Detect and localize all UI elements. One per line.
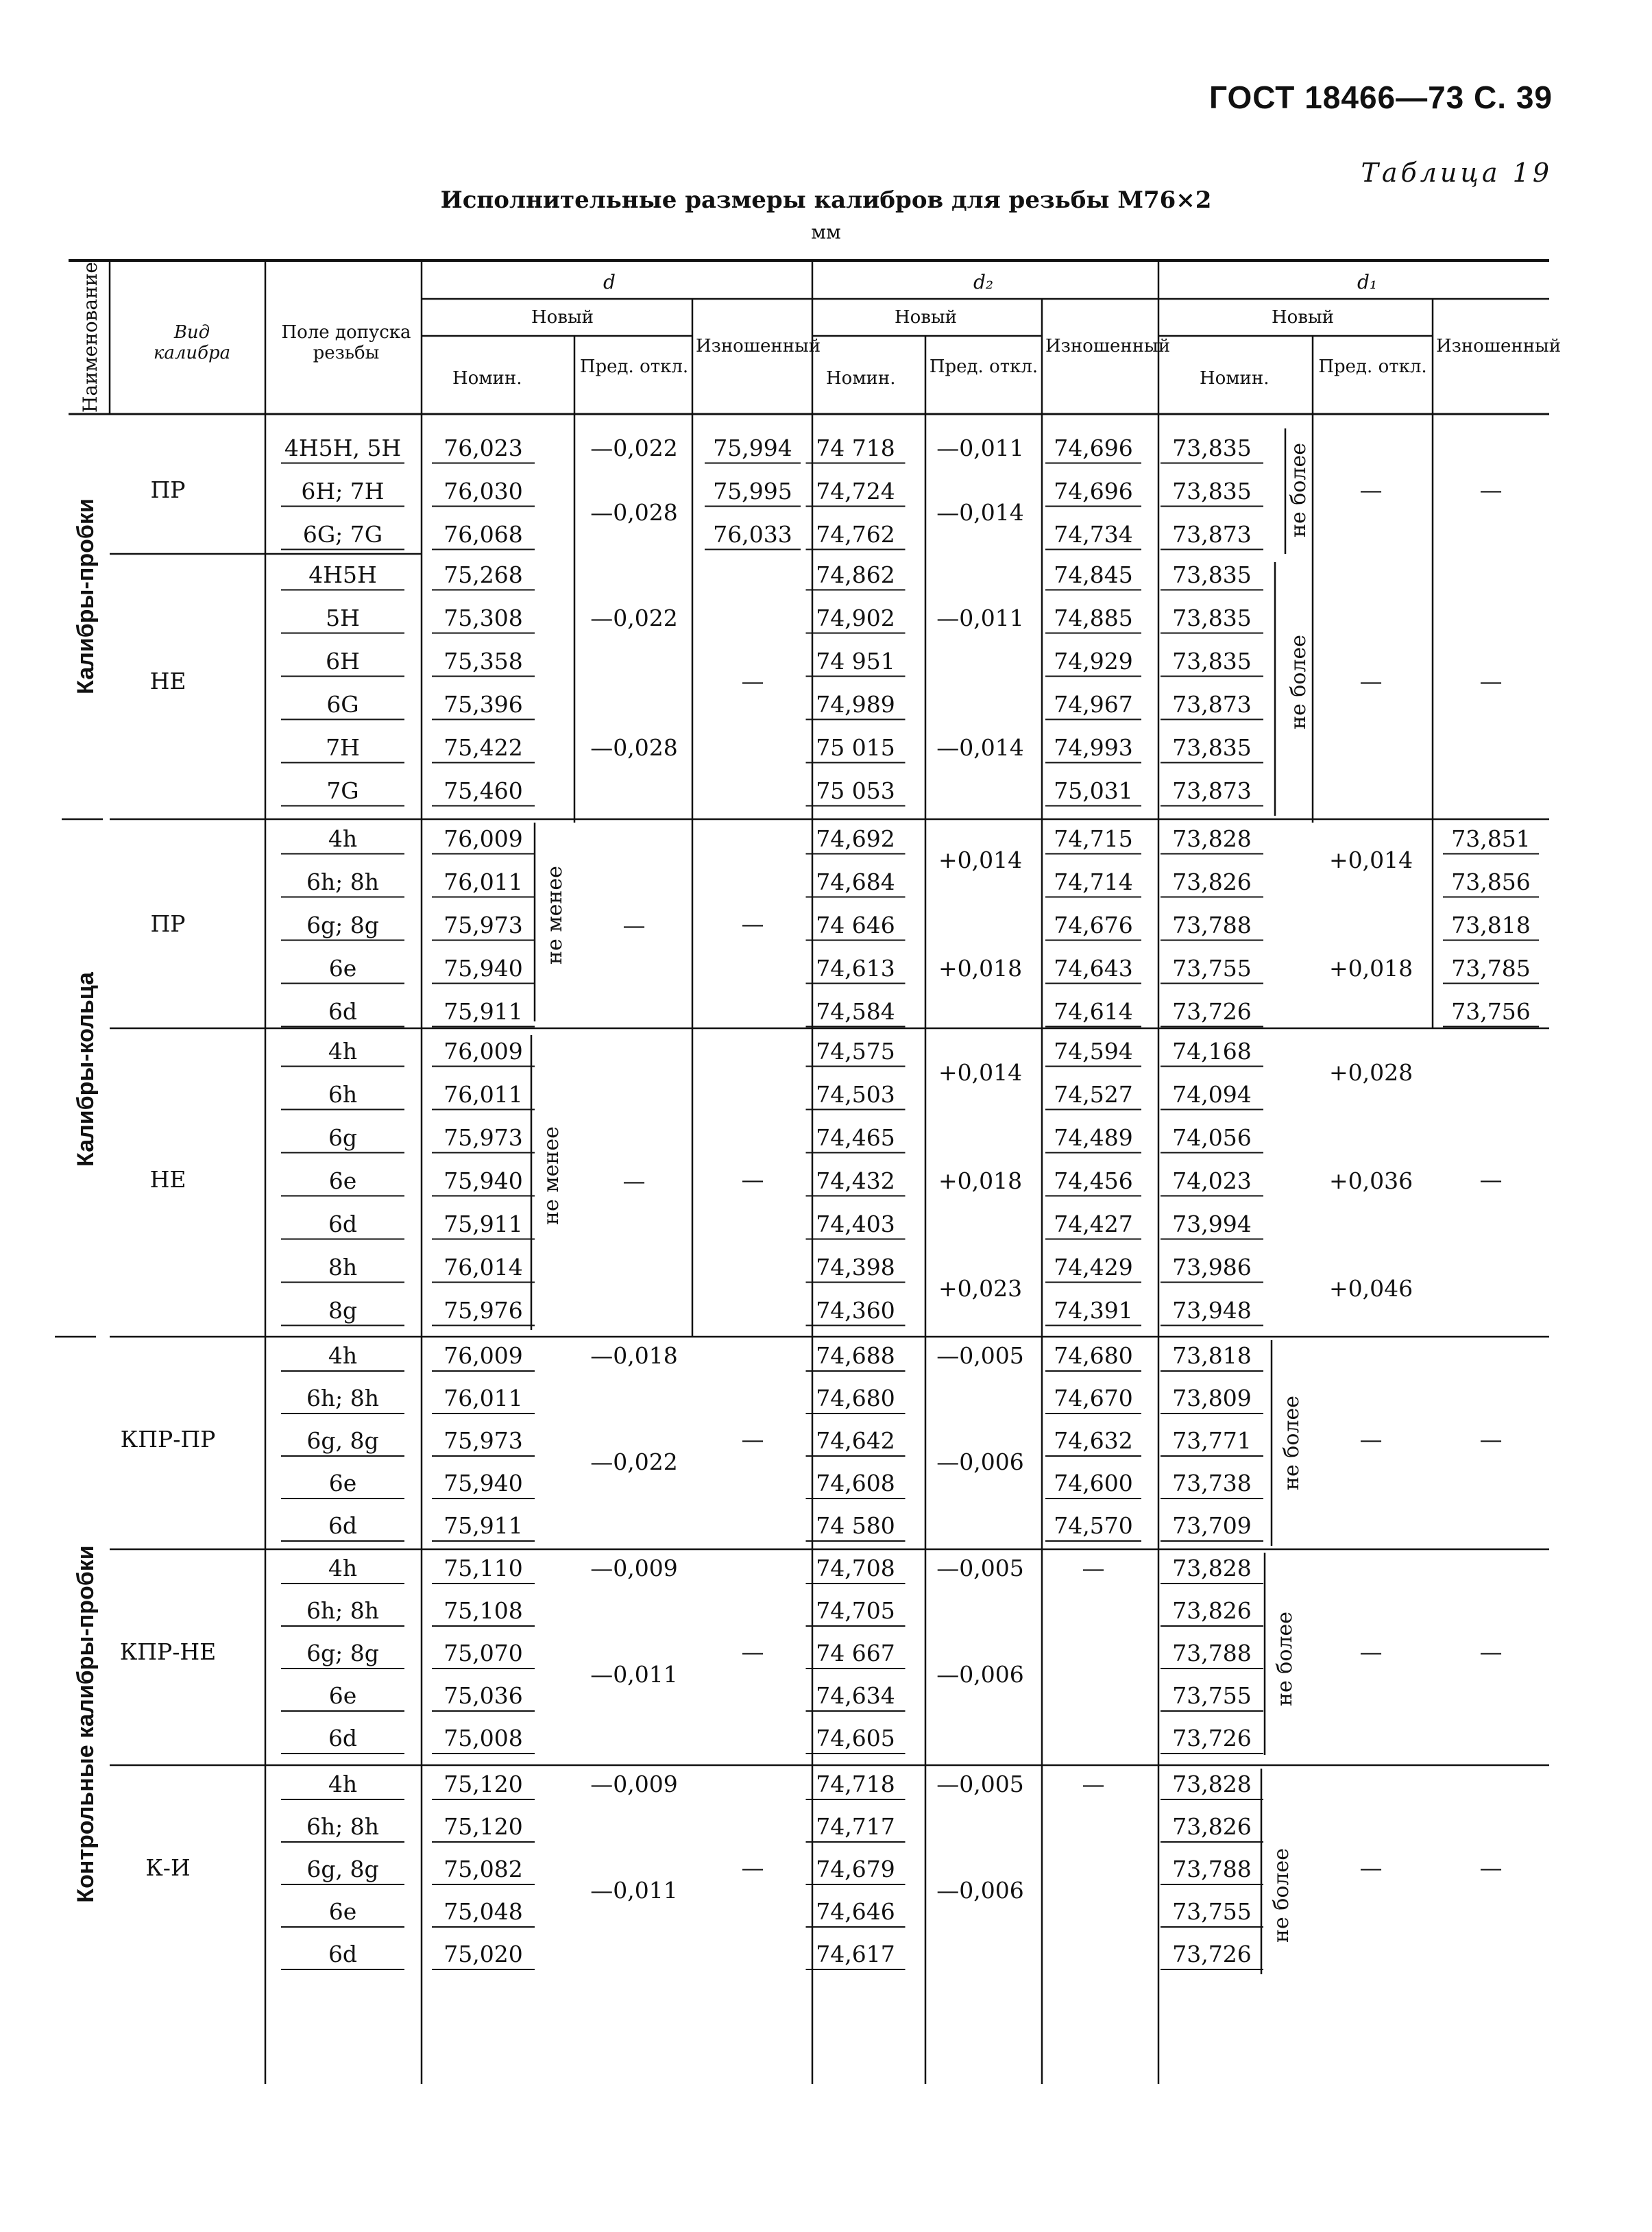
cell-d-nominal: 75,268 xyxy=(444,561,523,588)
table-unit: мм xyxy=(811,221,841,243)
cell-field: 6e xyxy=(328,1470,357,1496)
cell-d2-nominal: 74,989 xyxy=(816,690,895,718)
cell-d2-nominal: 74 667 xyxy=(816,1640,895,1666)
cell-d2-nominal: 74,613 xyxy=(816,954,895,982)
cell-d1-nominal: 73,835 xyxy=(1172,561,1252,588)
cell-d2-nominal: 75 053 xyxy=(816,777,895,804)
cell-d-nominal: 75,973 xyxy=(444,1427,523,1454)
cell-field: 4H5H xyxy=(308,561,377,588)
cell-d-worn: — xyxy=(741,1854,764,1881)
cell-d2-dev: —0,006 xyxy=(936,1448,1024,1475)
cell-d1-nominal: 73,809 xyxy=(1172,1385,1252,1411)
cell-d2-nominal: 74,398 xyxy=(816,1253,895,1281)
cell-d2-nominal: 74,503 xyxy=(816,1080,895,1108)
cell-d2-worn: 74,993 xyxy=(1054,733,1133,761)
cell-d1-nominal: 73,828 xyxy=(1172,1555,1252,1581)
cell-d-nominal: 75,976 xyxy=(444,1296,523,1324)
cell-d2-worn: 74,427 xyxy=(1054,1210,1133,1237)
bracket-ne-bolee: не более xyxy=(1270,1848,1293,1943)
cell-field: 6h; 8h xyxy=(306,1597,380,1624)
cell-d2-worn: 74,967 xyxy=(1054,690,1133,718)
header-d: d xyxy=(603,271,616,293)
cell-d2-nominal: 74,679 xyxy=(816,1856,895,1882)
cell-d2-worn: 74,391 xyxy=(1054,1296,1133,1324)
cell-d-nominal: 75,973 xyxy=(444,911,523,938)
cell-d1-worn: 73,818 xyxy=(1451,911,1531,938)
cell-d1-worn: — xyxy=(1479,1854,1503,1881)
gauge-kind: КПР-ПР xyxy=(120,1426,216,1453)
cell-d1-nominal: 73,835 xyxy=(1172,647,1252,675)
cell-d-nominal: 75,108 xyxy=(444,1597,523,1624)
cell-d-worn: — xyxy=(741,1426,764,1453)
cell-d2-nominal: 74,762 xyxy=(816,520,895,548)
cell-d1-nominal: 73,755 xyxy=(1172,1682,1252,1709)
cell-field: 4H5H, 5H xyxy=(284,434,402,461)
cell-d2-nominal: 74,705 xyxy=(816,1597,895,1624)
cell-d1-nominal: 73,873 xyxy=(1172,777,1252,804)
cell-d2-dev: —0,014 xyxy=(936,499,1024,526)
cell-d1-nominal: 73,994 xyxy=(1172,1210,1252,1237)
cell-d1-nominal: 73,835 xyxy=(1172,477,1252,505)
cell-d-dev: —0,009 xyxy=(590,1771,678,1797)
header-nominal-d2: Номин. xyxy=(826,368,896,389)
cell-d2-worn: 74,489 xyxy=(1054,1124,1133,1151)
cell-d2-nominal: 74,432 xyxy=(816,1167,895,1194)
cell-d-nominal: 75,911 xyxy=(444,1512,523,1539)
cell-d1-nominal: 73,835 xyxy=(1172,733,1252,761)
cell-field: 6e xyxy=(328,954,357,982)
cell-d1-nominal: 73,873 xyxy=(1172,690,1252,718)
cell-d2-nominal: 74,724 xyxy=(816,477,895,505)
cell-d1-worn: 73,856 xyxy=(1451,868,1531,895)
cell-d2-dev: —0,006 xyxy=(936,1877,1024,1904)
cell-d2-nominal: 74,717 xyxy=(816,1813,895,1840)
cell-d2-nominal: 74,605 xyxy=(816,1725,895,1751)
cell-d1-nominal: 73,826 xyxy=(1172,1597,1252,1624)
cell-field: 6d xyxy=(328,1210,358,1237)
cell-d-dev: — xyxy=(622,1167,646,1194)
cell-d2-worn: 74,680 xyxy=(1054,1342,1133,1369)
cell-d2-nominal: 74,634 xyxy=(816,1682,895,1709)
cell-field: 6g; 8g xyxy=(306,1640,379,1666)
cell-field: 6e xyxy=(328,1898,357,1925)
cell-d2-worn: 74,845 xyxy=(1054,561,1133,588)
cell-d1-dev: +0,018 xyxy=(1328,954,1413,982)
cell-d1-nominal: 73,826 xyxy=(1172,1813,1252,1840)
cell-field: 6h; 8h xyxy=(306,1385,380,1411)
cell-field: 6g, 8g xyxy=(306,1427,379,1454)
header-nominal-d1: Номин. xyxy=(1200,368,1270,389)
cell-d-dev: —0,011 xyxy=(590,1661,678,1688)
cell-d1-dev: — xyxy=(1359,1426,1383,1453)
cell-d2-worn: 74,734 xyxy=(1054,520,1133,548)
cell-field: 6h xyxy=(328,1080,358,1108)
cell-field: 6H; 7H xyxy=(301,477,385,505)
header-new-d2: Новый xyxy=(895,307,957,328)
cell-d2-nominal: 74,403 xyxy=(816,1210,895,1237)
gauge-kind: ПР xyxy=(150,476,186,503)
cell-d2-worn: 74,429 xyxy=(1054,1253,1133,1281)
cell-d1-nominal: 74,168 xyxy=(1172,1037,1252,1065)
cell-d-nominal: 75,308 xyxy=(444,604,523,631)
cell-d2-worn: 74,696 xyxy=(1054,434,1133,461)
cell-d2-nominal: 74,680 xyxy=(816,1385,895,1411)
header-dev-d2: Пред. откл. xyxy=(929,356,1038,377)
cell-field: 6G; 7G xyxy=(302,520,383,548)
cell-d-worn: 75,995 xyxy=(713,477,792,505)
cell-field: 6d xyxy=(328,997,358,1025)
cell-field: 4h xyxy=(328,1771,358,1797)
cell-d2-dev: —0,011 xyxy=(936,604,1024,631)
cell-d-nominal: 75,396 xyxy=(444,690,523,718)
cell-d-nominal: 75,120 xyxy=(444,1813,523,1840)
cell-field: 6h; 8h xyxy=(306,1813,380,1840)
cell-d-dev: —0,022 xyxy=(590,434,678,461)
cell-field: 6d xyxy=(328,1725,358,1751)
cell-d1-worn: — xyxy=(1479,1638,1503,1665)
cell-d-nominal: 75,070 xyxy=(444,1640,523,1666)
cell-d2-worn: 74,594 xyxy=(1054,1037,1133,1065)
cell-d1-nominal: 73,771 xyxy=(1172,1427,1252,1454)
cell-d2-dev: —0,005 xyxy=(936,1771,1024,1797)
bracket-ne-menee: не менее xyxy=(543,866,567,965)
cell-field: 6g, 8g xyxy=(306,1856,379,1882)
cell-d1-nominal: 73,873 xyxy=(1172,520,1252,548)
header-dev-d: Пред. откл. xyxy=(579,356,689,377)
cell-d1-nominal: 73,986 xyxy=(1172,1253,1252,1281)
cell-d2-worn: — xyxy=(1082,1555,1105,1581)
cell-d2-dev: +0,014 xyxy=(938,847,1023,873)
cell-d2-worn: 74,600 xyxy=(1054,1470,1133,1496)
cell-d1-nominal: 73,818 xyxy=(1172,1342,1252,1369)
table-title: Исполнительные размеры калибров для резьбы M76×2 xyxy=(440,186,1212,214)
bracket-ne-bolee: не более xyxy=(1287,443,1311,537)
gauge-kind: НЕ xyxy=(149,668,186,694)
cell-d2-worn: 74,676 xyxy=(1054,911,1133,938)
header-d1: d₁ xyxy=(1357,271,1378,293)
cell-d2-dev: +0,018 xyxy=(938,1167,1023,1194)
section-plug-gauges: Калибры-пробки xyxy=(73,498,99,694)
cell-d2-dev: —0,014 xyxy=(936,733,1024,761)
cell-d2-nominal: 74,642 xyxy=(816,1427,895,1454)
cell-d2-worn: 74,715 xyxy=(1054,825,1133,852)
cell-field: 6G xyxy=(326,690,359,718)
cell-field: 6e xyxy=(328,1682,357,1709)
cell-d1-dev: — xyxy=(1359,1638,1383,1665)
cell-d2-nominal: 74,862 xyxy=(816,561,895,588)
cell-d1-nominal: 73,788 xyxy=(1172,1640,1252,1666)
cell-d2-dev: —0,005 xyxy=(936,1342,1024,1369)
cell-d1-nominal: 73,948 xyxy=(1172,1296,1252,1324)
header-worn-d: Изношенный xyxy=(696,336,821,356)
cell-d-dev: —0,018 xyxy=(590,1342,678,1369)
cell-field: 6d xyxy=(328,1941,358,1967)
bracket-ne-menee: не менее xyxy=(539,1126,563,1225)
header-nominal-d: Номин. xyxy=(452,368,522,389)
cell-d-dev: —0,011 xyxy=(590,1877,678,1904)
cell-d2-dev: —0,011 xyxy=(936,434,1024,461)
cell-d2-worn: 74,929 xyxy=(1054,647,1133,675)
cell-d-worn: — xyxy=(741,910,764,937)
header-field: Поле допуска резьбы xyxy=(281,322,411,363)
cell-d1-nominal: 73,755 xyxy=(1172,954,1252,982)
cell-d-nominal: 75,422 xyxy=(444,733,523,761)
cell-d2-worn: 74,670 xyxy=(1054,1385,1133,1411)
header-worn-d1: Изношенный xyxy=(1436,336,1562,356)
cell-d-nominal: 76,068 xyxy=(444,520,523,548)
cell-d2-worn: 74,614 xyxy=(1054,997,1133,1025)
cell-d1-dev: — xyxy=(1359,1854,1383,1881)
gauge-kind: НЕ xyxy=(149,1165,186,1193)
cell-field: 4h xyxy=(328,1342,358,1369)
cell-d-nominal: 75,008 xyxy=(444,1725,523,1751)
cell-d-worn: 76,033 xyxy=(713,520,792,548)
cell-d-nominal: 75,048 xyxy=(444,1898,523,1925)
cell-d-nominal: 76,009 xyxy=(444,1342,523,1369)
cell-d2-nominal: 74 951 xyxy=(816,647,895,675)
cell-d2-worn: 74,885 xyxy=(1054,604,1133,631)
cell-d1-dev: — xyxy=(1359,476,1383,503)
cell-d-dev: — xyxy=(622,911,646,938)
bracket-ne-bolee: не более xyxy=(1273,1612,1297,1706)
cell-d2-nominal: 74,708 xyxy=(816,1555,895,1581)
cell-d2-nominal: 74,692 xyxy=(816,825,895,852)
cell-field: 6g xyxy=(328,1124,358,1151)
cell-d-dev: —0,028 xyxy=(590,733,678,761)
cell-d2-nominal: 74,646 xyxy=(816,1898,895,1925)
cell-d-nominal: 75,120 xyxy=(444,1771,523,1797)
cell-d2-dev: —0,005 xyxy=(936,1555,1024,1581)
cell-d-worn: — xyxy=(741,668,764,694)
cell-d2-nominal: 74,684 xyxy=(816,868,895,895)
header-kind: Вид калибра xyxy=(153,322,231,363)
cell-d2-dev: +0,023 xyxy=(938,1275,1023,1302)
cell-d1-nominal: 73,788 xyxy=(1172,911,1252,938)
cell-d2-nominal: 74,584 xyxy=(816,997,895,1025)
cell-d2-worn: 74,456 xyxy=(1054,1167,1133,1194)
cell-d-nominal: 76,009 xyxy=(444,825,523,852)
header-d2: d₂ xyxy=(973,271,994,293)
cell-d-dev: —0,022 xyxy=(590,604,678,631)
cell-d-nominal: 75,082 xyxy=(444,1856,523,1882)
header-worn-d2: Изношенный xyxy=(1045,336,1171,356)
cell-d-nominal: 76,030 xyxy=(444,477,523,505)
header-name: Наименование xyxy=(79,262,101,413)
cell-d1-nominal: 73,755 xyxy=(1172,1898,1252,1925)
cell-field: 4h xyxy=(328,1555,358,1581)
cell-d-nominal: 76,011 xyxy=(444,1080,523,1108)
cell-d1-worn: — xyxy=(1479,1165,1503,1193)
cell-d1-nominal: 73,726 xyxy=(1172,1941,1252,1967)
cell-d1-worn: 73,785 xyxy=(1451,954,1531,982)
gauge-kind: К-И xyxy=(145,1854,191,1881)
cell-d2-dev: +0,014 xyxy=(938,1059,1023,1086)
cell-field: 6d xyxy=(328,1512,358,1539)
cell-field: 7H xyxy=(326,733,360,761)
cell-d1-nominal: 74,094 xyxy=(1172,1080,1252,1108)
section-control-plug-gauges: Контрольные калибры-пробки xyxy=(73,1545,99,1903)
cell-d-nominal: 76,011 xyxy=(444,868,523,895)
cell-field: 6e xyxy=(328,1167,357,1194)
cell-d-nominal: 75,110 xyxy=(444,1555,523,1581)
cell-d1-nominal: 73,828 xyxy=(1172,825,1252,852)
cell-d2-nominal: 74,465 xyxy=(816,1124,895,1151)
cell-d-nominal: 75,911 xyxy=(444,1210,523,1237)
cell-field: 7G xyxy=(326,777,359,804)
cell-d-worn: 75,994 xyxy=(713,434,792,461)
cell-d2-nominal: 74,688 xyxy=(816,1342,895,1369)
cell-d-dev: —0,022 xyxy=(590,1448,678,1475)
cell-d2-worn: 74,696 xyxy=(1054,477,1133,505)
cell-d2-dev: +0,018 xyxy=(938,954,1023,982)
gauge-kind: ПР xyxy=(150,910,186,937)
cell-d-nominal: 75,940 xyxy=(444,1470,523,1496)
cell-d2-worn: — xyxy=(1082,1771,1105,1797)
cell-d2-nominal: 74,617 xyxy=(816,1941,895,1967)
cell-field: 4h xyxy=(328,1037,358,1065)
cell-d-nominal: 76,023 xyxy=(444,434,523,461)
cell-d1-nominal: 73,726 xyxy=(1172,1725,1252,1751)
cell-d2-worn: 75,031 xyxy=(1054,777,1133,804)
cell-d1-dev: +0,014 xyxy=(1328,847,1413,873)
cell-d1-nominal: 73,709 xyxy=(1172,1512,1252,1539)
header-new-d: Новый xyxy=(531,307,594,328)
table-number: Таблица 19 xyxy=(1361,158,1553,188)
cell-d1-nominal: 73,826 xyxy=(1172,868,1252,895)
cell-d2-nominal: 74,575 xyxy=(816,1037,895,1065)
cell-d1-dev: — xyxy=(1359,668,1383,694)
cell-d-nominal: 75,940 xyxy=(444,1167,523,1194)
cell-d1-nominal: 74,023 xyxy=(1172,1167,1252,1194)
cell-d2-worn: 74,643 xyxy=(1054,954,1133,982)
cell-d2-worn: 74,714 xyxy=(1054,868,1133,895)
cell-d2-nominal: 74,608 xyxy=(816,1470,895,1496)
cell-d2-nominal: 74 580 xyxy=(816,1512,895,1539)
cell-d-nominal: 76,014 xyxy=(444,1253,523,1281)
header-new-d1: Новый xyxy=(1272,307,1334,328)
cell-d1-nominal: 73,835 xyxy=(1172,434,1252,461)
cell-d-nominal: 75,036 xyxy=(444,1682,523,1709)
cell-d-worn: — xyxy=(741,1638,764,1665)
cell-d2-nominal: 75 015 xyxy=(816,733,895,761)
cell-d2-worn: 74,632 xyxy=(1054,1427,1133,1454)
cell-d-nominal: 76,009 xyxy=(444,1037,523,1065)
cell-d-nominal: 75,020 xyxy=(444,1941,523,1967)
cell-field: 5H xyxy=(326,604,360,631)
cell-d1-nominal: 73,788 xyxy=(1172,1856,1252,1882)
cell-d-worn: — xyxy=(741,1165,764,1193)
bracket-ne-bolee: не более xyxy=(1280,1396,1304,1490)
cell-field: 8h xyxy=(328,1253,358,1281)
cell-field: 6H xyxy=(326,647,360,675)
page-reference: ГОСТ 18466—73 С. 39 xyxy=(1208,80,1553,115)
cell-d1-nominal: 73,835 xyxy=(1172,604,1252,631)
cell-d-nominal: 75,460 xyxy=(444,777,523,804)
cell-d1-dev: +0,028 xyxy=(1328,1059,1413,1086)
cell-d-dev: —0,028 xyxy=(590,499,678,526)
cell-field: 6h; 8h xyxy=(306,868,380,895)
cell-d-nominal: 75,358 xyxy=(444,647,523,675)
cell-d2-nominal: 74 646 xyxy=(816,911,895,938)
header-dev-d1: Пред. откл. xyxy=(1318,356,1427,377)
cell-d1-worn: — xyxy=(1479,1426,1503,1453)
cell-d2-worn: 74,527 xyxy=(1054,1080,1133,1108)
gauge-kind: КПР-НЕ xyxy=(119,1638,217,1665)
cell-d2-dev: —0,006 xyxy=(936,1661,1024,1688)
cell-d-dev: —0,009 xyxy=(590,1555,678,1581)
cell-field: 4h xyxy=(328,825,358,852)
cell-field: 6g; 8g xyxy=(306,911,379,938)
cell-field: 8g xyxy=(328,1296,358,1324)
bracket-ne-bolee: не более xyxy=(1287,635,1311,729)
cell-d1-nominal: 73,738 xyxy=(1172,1470,1252,1496)
cell-d1-worn: 73,756 xyxy=(1451,997,1531,1025)
cell-d-nominal: 75,973 xyxy=(444,1124,523,1151)
cell-d2-nominal: 74 718 xyxy=(816,434,895,461)
cell-d-nominal: 76,011 xyxy=(444,1385,523,1411)
cell-d1-dev: +0,036 xyxy=(1328,1167,1413,1194)
cell-d1-nominal: 73,828 xyxy=(1172,1771,1252,1797)
cell-d2-worn: 74,570 xyxy=(1054,1512,1133,1539)
section-ring-gauges: Калибры-кольца xyxy=(73,972,99,1167)
cell-d1-worn: — xyxy=(1479,668,1503,694)
cell-d1-nominal: 73,726 xyxy=(1172,997,1252,1025)
cell-d1-worn: — xyxy=(1479,476,1503,503)
cell-d1-worn: 73,851 xyxy=(1451,825,1531,852)
cell-d-nominal: 75,911 xyxy=(444,997,523,1025)
cell-d1-nominal: 74,056 xyxy=(1172,1124,1252,1151)
cell-d1-dev: +0,046 xyxy=(1328,1275,1413,1302)
cell-d2-nominal: 74,902 xyxy=(816,604,895,631)
cell-d2-nominal: 74,718 xyxy=(816,1771,895,1797)
cell-d-nominal: 75,940 xyxy=(444,954,523,982)
cell-d2-nominal: 74,360 xyxy=(816,1296,895,1324)
